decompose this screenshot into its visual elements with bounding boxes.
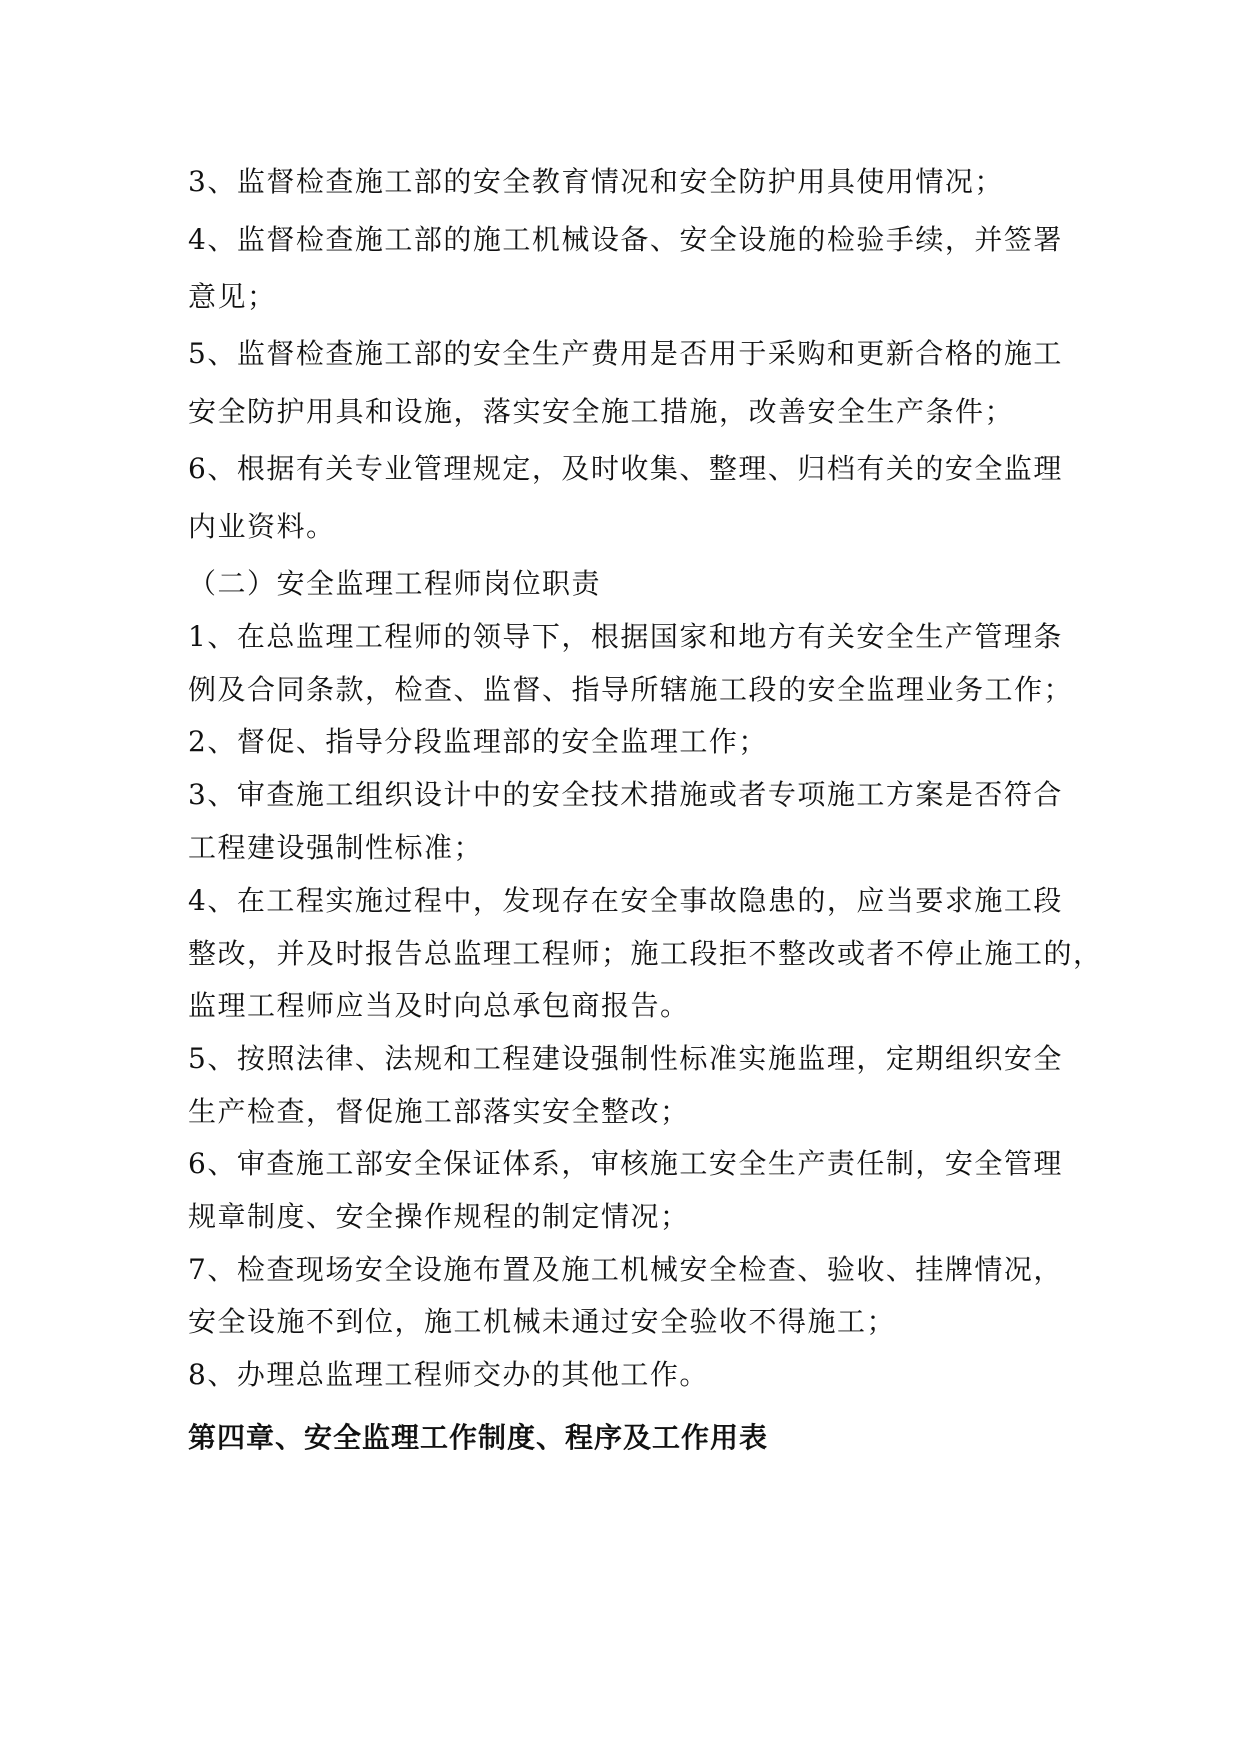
text-line: 1、在总监理工程师的领导下，根据国家和地方有关安全生产管理条: [188, 620, 1063, 653]
text-line: 监理工程师应当及时向总承包商报告。: [188, 989, 690, 1022]
text-line: 2、督促、指导分段监理部的安全监理工作；: [188, 725, 768, 758]
text-line: 3、审查施工组织设计中的安全技术措施或者专项施工方案是否符合: [188, 778, 1063, 811]
text-line: 规章制度、安全操作规程的制定情况；: [188, 1200, 690, 1233]
text-line: 4、监督检查施工部的施工机械设备、安全设施的检验手续，并签署: [188, 223, 1063, 256]
text-line: 意见；: [188, 280, 277, 313]
text-line: 整改，并及时报告总监理工程师；施工段拒不整改或者不停止施工的，: [188, 937, 1103, 970]
text-line: 3、监督检查施工部的安全教育情况和安全防护用具使用情况；: [188, 165, 1004, 198]
text-line: 7、检查现场安全设施布置及施工机械安全检查、验收、挂牌情况，: [188, 1253, 1063, 1286]
text-line: 生产检查，督促施工部落实安全整改；: [188, 1095, 690, 1128]
text-line: 工程建设强制性标准；: [188, 831, 484, 864]
section-subheading: （二）安全监理工程师岗位职责: [188, 567, 602, 600]
chapter-heading: 第四章、安全监理工作制度、程序及工作用表: [188, 1421, 769, 1454]
text-line: 4、在工程实施过程中，发现存在安全事故隐患的，应当要求施工段: [188, 884, 1063, 917]
text-line: 8、办理总监理工程师交办的其他工作。: [188, 1358, 709, 1391]
text-line: 5、监督检查施工部的安全生产费用是否用于采购和更新合格的施工: [188, 337, 1063, 370]
text-line: 安全防护用具和设施，落实安全施工措施，改善安全生产条件；: [188, 395, 1015, 428]
text-line: 6、审查施工部安全保证体系，审核施工安全生产责任制，安全管理: [188, 1147, 1063, 1180]
text-line: 内业资料。: [188, 510, 336, 543]
text-line: 6、根据有关专业管理规定，及时收集、整理、归档有关的安全监理: [188, 452, 1063, 485]
text-line: 安全设施不到位，施工机械未通过安全验收不得施工；: [188, 1305, 897, 1338]
text-line: 例及合同条款，检查、监督、指导所辖施工段的安全监理业务工作；: [188, 673, 1074, 706]
text-line: 5、按照法律、法规和工程建设强制性标准实施监理，定期组织安全: [188, 1042, 1063, 1075]
